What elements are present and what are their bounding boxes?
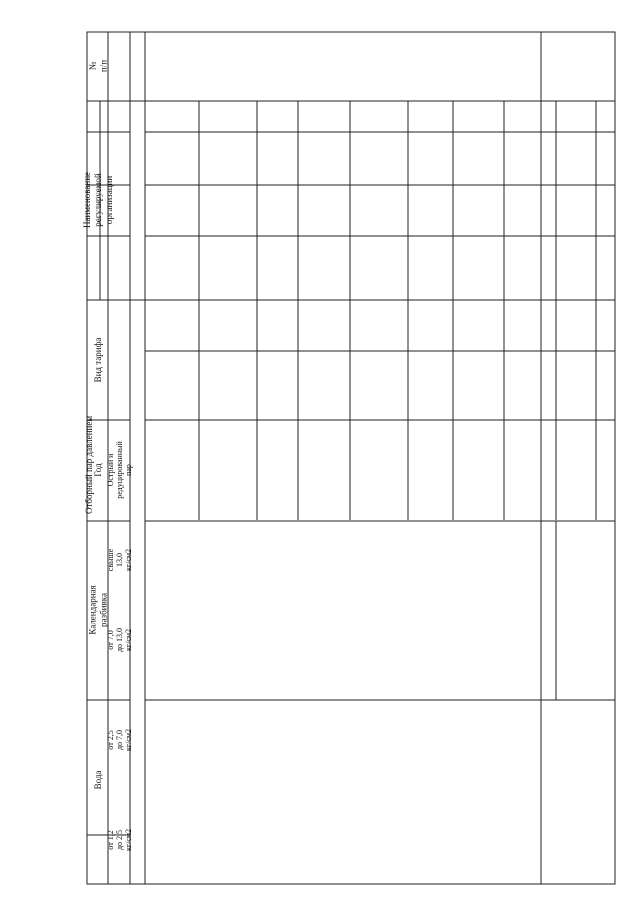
header-period: Календарная (87, 585, 98, 635)
header-p2: до 7,0 (115, 729, 124, 751)
header-hot: пар (124, 464, 133, 476)
header-org: организации (104, 175, 114, 225)
header-num: № (87, 61, 98, 71)
header-p1: от 1,2 (106, 830, 115, 850)
header-period: разбивка (98, 593, 109, 627)
header-p1: кг/см2 (124, 828, 133, 852)
header-year: Год (93, 463, 103, 477)
header-hot: редуцированный (115, 441, 124, 499)
header-p2: кг/см2 (124, 728, 133, 752)
header-p4: свыше (106, 548, 115, 572)
header-steam-group: Отборный пар давлением (84, 415, 94, 515)
table-grid (87, 32, 615, 884)
header-p3: от 7,0 (106, 630, 115, 650)
header-org: регулируемой (93, 173, 103, 227)
header-p3: до 13,0 (115, 627, 124, 653)
header-org: Наименование (82, 171, 92, 229)
header-water: Вода (93, 770, 103, 790)
header-tariff-type: Вид тарифа (93, 337, 103, 383)
header-p2: от 2,5 (106, 730, 115, 750)
header-p1: до 2,5 (115, 829, 124, 851)
header-hot: Острый и (106, 453, 115, 487)
header-p4: 13,0 (115, 553, 124, 567)
header-p4: кг/см2 (124, 548, 133, 572)
header-p3: кг/см2 (124, 628, 133, 652)
header-num: п/п (98, 59, 109, 73)
